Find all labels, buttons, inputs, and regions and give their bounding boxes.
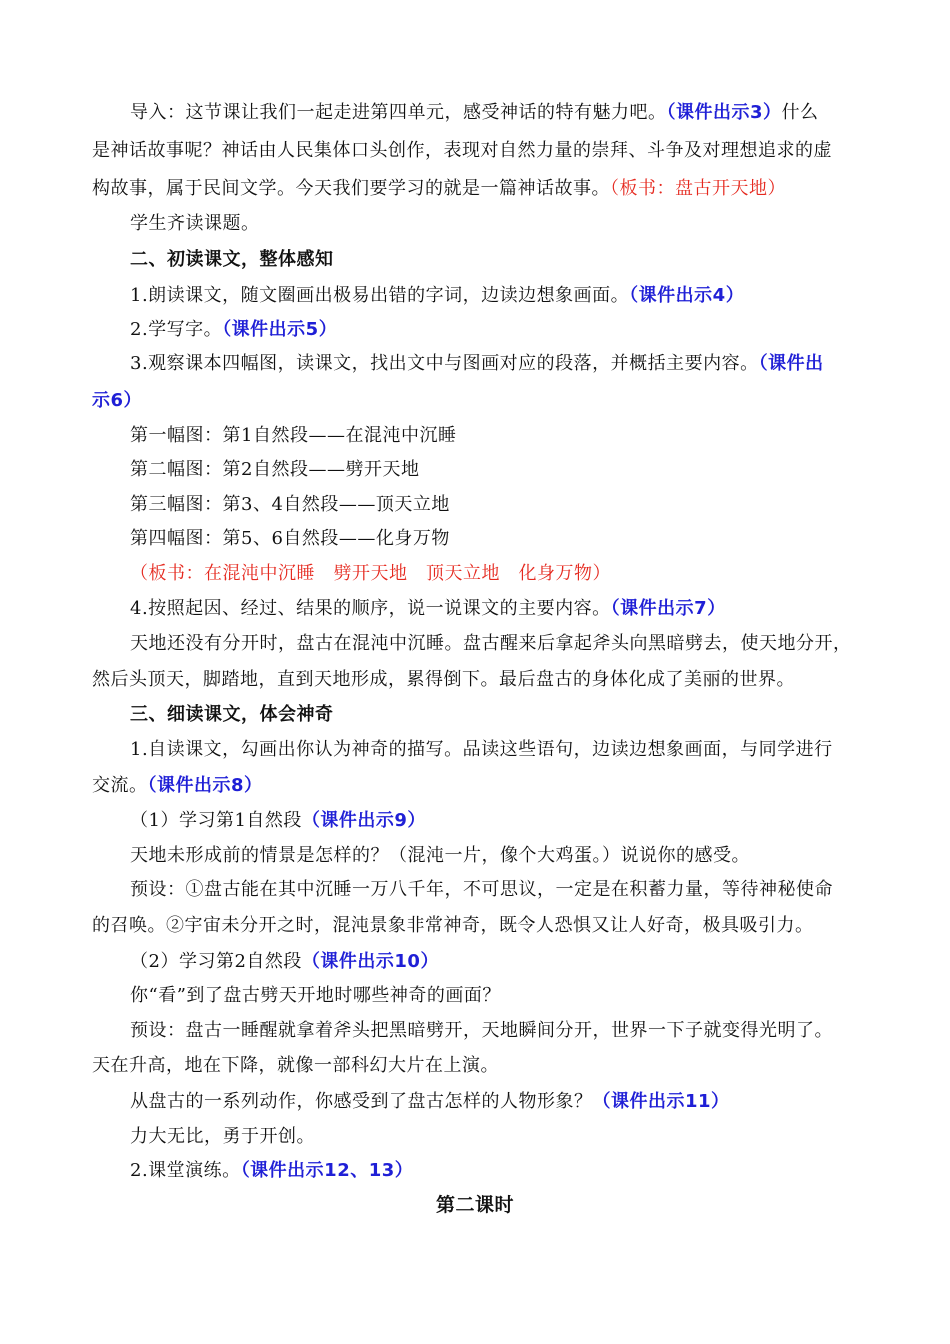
summary-line-2: 然后头顶天，脚踏地，直到天地形成，累得倒下。最后盘古的身体化成了美丽的世界。 [92,669,795,690]
character-answer: 力大无比，勇于开创。 [130,1126,315,1147]
intro-line-2: 是神话故事呢？神话由人民集体口头创作，表现对自然力量的崇拜、斗争及对理想追求的虚 [92,140,832,161]
courseware-note-3: （课件出示3） [666,102,782,123]
courseware-note-6b: 示6） [92,390,143,411]
step-3-line-cont [92,386,862,412]
courseware-note-4: （课件出示4） [629,285,745,306]
picture-4-line: 第四幅图：第5、6自然段——化身万物 [130,528,450,549]
courseware-note-12-13: （课件出示12、13） [240,1160,414,1181]
character-question: 从盘古的一系列动作，你感受到了盘古怎样的人物形象？（课件出示11） [130,1091,730,1112]
courseware-note-11: （课件出示11） [592,1091,730,1112]
courseware-note-10: （课件出示10） [301,951,439,972]
picture-2-line: 第二幅图：第2自然段——劈开天地 [130,459,420,480]
courseware-note-5: （课件出示5） [222,319,338,340]
read-title-line: 学生齐读课题。 [130,213,260,234]
deep-read-line-2: 交流。（课件出示8） [92,775,263,796]
picture-3-line: 第三幅图：第3、4自然段——顶天立地 [130,494,450,515]
para-1-preset-line-2: 的召唤。②宇宙未分开之时，混沌景象非常神奇，既令人恐惧又让人好奇，极具吸引力。 [92,915,814,936]
section-heading-3: 三、细读课文，体会神奇 [130,704,334,725]
intro-line-3: 构故事，属于民间文学。今天我们要学习的就是一篇神话故事。（板书：盘古开天地） [92,178,786,199]
courseware-note-6a: （课件出 [758,353,824,374]
step-2-line: 2.学写字。（课件出示5） [130,319,338,340]
para-2-question: 你“看”到了盘古劈天开地时哪些神奇的画面？ [130,985,501,1006]
courseware-note-8: （课件出示8） [147,775,263,796]
para-2-preset-line-2: 天在升高，地在下降，就像一部科幻大片在上演。 [92,1055,499,1076]
para-1-preset-line-1: 预设：①盘古能在其中沉睡一万八千年，不可思议，一定是在积蓄力量，等待神秘使命 [130,879,833,900]
deep-read-line-1: 1.自读课文，勾画出你认为神奇的描写。品读这些语句，边读边想象画面，与同学进行 [130,739,833,760]
para-2-heading: （2）学习第2自然段（课件出示10） [130,951,439,972]
board-note-title: （板书：盘古开天地） [610,178,786,199]
second-lesson-heading: 第二课时 [435,1194,514,1216]
para-1-heading: （1）学习第1自然段（课件出示9） [130,810,426,831]
summary-line-1: 天地还没有分开时，盘古在混沌中沉睡。盘古醒来后拿起斧头向黑暗劈去，使天地分开， [130,633,852,654]
practice-line: 2.课堂演练。（课件出示12、13） [130,1160,414,1181]
courseware-note-9: （课件出示9） [301,810,426,831]
courseware-note-7: （课件出示7） [610,598,726,619]
para-2-preset-line-1: 预设：盘古一睡醒就拿着斧头把黑暗劈开，天地瞬间分开，世界一下子就变得光明了。 [130,1020,833,1041]
step-1-line: 1.朗读课文，随文圈画出极易出错的字词，边读边想象画面。（课件出示4） [130,285,745,306]
section-heading-2: 二、初读课文，整体感知 [130,249,334,270]
intro-line-1: 导入：这节课让我们一起走进第四单元，感受神话的特有魅力吧。（课件出示3）什么 [130,102,819,123]
board-note-summary: （板书：在混沌中沉睡 劈开天地 顶天立地 化身万物） [130,563,611,584]
step-4-line: 4.按照起因、经过、结果的顺序，说一说课文的主要内容。（课件出示7） [130,598,726,619]
para-1-question: 天地未形成前的情景是怎样的？（混沌一片，像个大鸡蛋。）说说你的感受。 [130,845,750,866]
picture-1-line: 第一幅图：第1自然段——在混沌中沉睡 [130,425,457,446]
step-3-line: 3.观察课本四幅图，读课文，找出文中与图画对应的段落，并概括主要内容。（课件出 [130,353,824,374]
